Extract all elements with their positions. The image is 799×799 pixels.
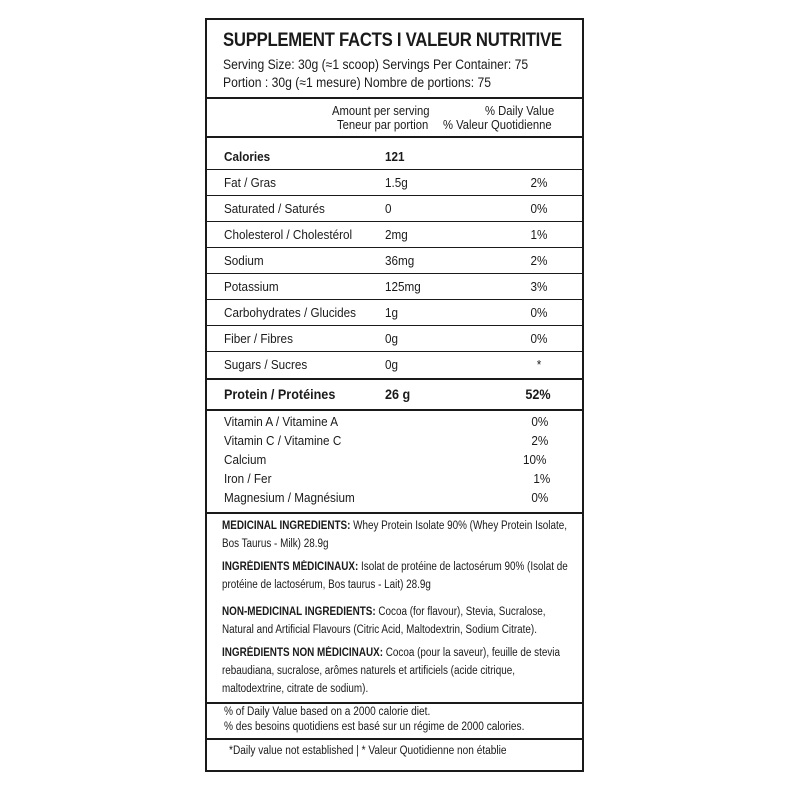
nutrient-dv: 0% — [530, 331, 548, 346]
nutrient-row-fiber — [207, 326, 582, 351]
vitamin-name: Magnesium / Magnésium — [224, 490, 355, 505]
nutrient-row-sugars — [207, 352, 582, 377]
nutrient-amount: 0g — [385, 357, 399, 372]
nutrient-amount: 36mg — [385, 253, 415, 268]
section-heading: INGRÉDIENTS NON MÉDICINAUX: — [222, 647, 383, 659]
nutrient-amount: 1g — [385, 305, 399, 320]
nutrient-dv: 3% — [530, 279, 548, 294]
section-heading: NON-MEDICINAL INGREDIENTS: — [222, 606, 376, 618]
nutrient-name: Calories — [224, 149, 271, 164]
nutrient-amount: 0g — [385, 331, 399, 346]
nutrient-name: Sodium — [224, 253, 264, 268]
vitamin-row-iron — [207, 469, 582, 488]
vitamin-name: Calcium — [224, 452, 267, 467]
vitamin-name: Iron / Fer — [224, 471, 272, 486]
non-medicinal-ingredients-en — [222, 603, 570, 639]
section-body: Whey Protein Isolate 90% (Whey Protein Isolate, Bos Taurus - Milk) 28.9g — [222, 520, 567, 550]
divider — [207, 738, 582, 740]
medicinal-ingredients-fr — [222, 558, 570, 594]
section-body: Isolat de protéine de lactosérum 90% (Isolat de protéine de lactosérum, Bos taurus - Lait) 28.9g — [222, 561, 568, 591]
divider — [207, 136, 582, 138]
vitamin-row-a — [207, 412, 582, 431]
nutrient-amount: 2mg — [385, 227, 408, 242]
nutrient-dv: 2% — [530, 253, 548, 268]
vitamin-name: Vitamin C / Vitamine C — [224, 433, 342, 448]
nutrient-dv: 1% — [530, 227, 548, 242]
divider — [207, 409, 582, 411]
nutrient-dv: 0% — [530, 201, 548, 216]
nutrient-dv: 2% — [530, 175, 548, 190]
section-body: Cocoa (pour la saveur), feuille de stevia rebaudiana, sucralose, arômes naturels et artificiels (acide citrique, maltodextrine, citrate de sodium). — [222, 647, 561, 695]
divider — [207, 702, 582, 704]
nutrient-row-carbohydrates — [207, 300, 582, 325]
non-medicinal-ingredients-fr — [222, 644, 570, 698]
nutrient-row-saturated — [207, 196, 582, 221]
not-established-note: *Daily value not established | * Valeur Quotidienne non établie — [229, 745, 507, 757]
supplement-facts-panel — [205, 18, 584, 772]
portion-line: Portion : 30g (≈1 mesure) Nombre de portions: 75 — [223, 75, 492, 90]
nutrient-row-protein — [207, 380, 582, 408]
vitamin-dv: 0% — [531, 414, 549, 429]
nutrient-name: Carbohydrates / Glucides — [224, 305, 357, 320]
label-title: SUPPLEMENT FACTS I VALEUR NUTRITIVE — [223, 30, 562, 51]
dv-basis-fr: % des besoins quotidiens est basé sur un régime de 2000 calories. — [224, 721, 525, 733]
nutrient-row-fat — [207, 170, 582, 195]
vitamin-row-c — [207, 431, 582, 450]
nutrient-amount: 121 — [385, 149, 405, 164]
divider — [207, 512, 582, 514]
nutrient-name: Protein / Protéines — [224, 386, 336, 402]
dv-basis-en: % of Daily Value based on a 2000 calorie diet. — [224, 706, 431, 718]
vitamin-dv: 0% — [531, 490, 549, 505]
medicinal-ingredients-en — [222, 517, 570, 553]
vitamin-dv: 2% — [531, 433, 549, 448]
dv-header-en: % Daily Value — [485, 104, 555, 118]
vitamin-row-magnesium — [207, 488, 582, 507]
nutrient-name: Cholesterol / Cholestérol — [224, 227, 353, 242]
nutrient-amount: 26 g — [385, 386, 411, 402]
nutrient-name: Saturated / Saturés — [224, 201, 325, 216]
section-heading: MEDICINAL INGREDIENTS: — [222, 520, 351, 532]
serving-size-line: Serving Size: 30g (≈1 scoop) Servings Per Container: 75 — [223, 57, 529, 72]
vitamin-row-calcium — [207, 450, 582, 469]
dv-header-fr: % Valeur Quotidienne — [443, 118, 552, 132]
nutrient-dv: * — [536, 357, 542, 372]
nutrient-amount: 125mg — [385, 279, 421, 294]
vitamin-name: Vitamin A / Vitamine A — [224, 414, 339, 429]
nutrient-amount: 0 — [385, 201, 392, 216]
vitamin-dv: 10% — [523, 452, 547, 467]
amount-header-fr: Teneur par portion — [337, 118, 429, 132]
nutrient-amount: 1.5g — [385, 175, 408, 190]
nutrient-row-potassium — [207, 274, 582, 299]
nutrient-name: Potassium — [224, 279, 279, 294]
amount-header-en: Amount per serving — [332, 104, 430, 118]
nutrient-row-calories — [207, 144, 582, 169]
divider — [207, 97, 582, 99]
section-heading: INGRÉDIENTS MÉDICINAUX: — [222, 561, 359, 573]
nutrient-name: Fat / Gras — [224, 175, 277, 190]
nutrient-row-cholesterol — [207, 222, 582, 247]
vitamin-dv: 1% — [533, 471, 551, 486]
nutrient-row-sodium — [207, 248, 582, 273]
nutrient-dv: 52% — [525, 386, 551, 402]
section-body: Cocoa (for flavour), Stevia, Sucralose, Natural and Artificial Flavours (Citric Acid, Maltodextrin, Sodium Citrate). — [222, 606, 546, 636]
nutrient-name: Sugars / Sucres — [224, 357, 308, 372]
nutrient-dv: 0% — [530, 305, 548, 320]
nutrient-name: Fiber / Fibres — [224, 331, 293, 346]
